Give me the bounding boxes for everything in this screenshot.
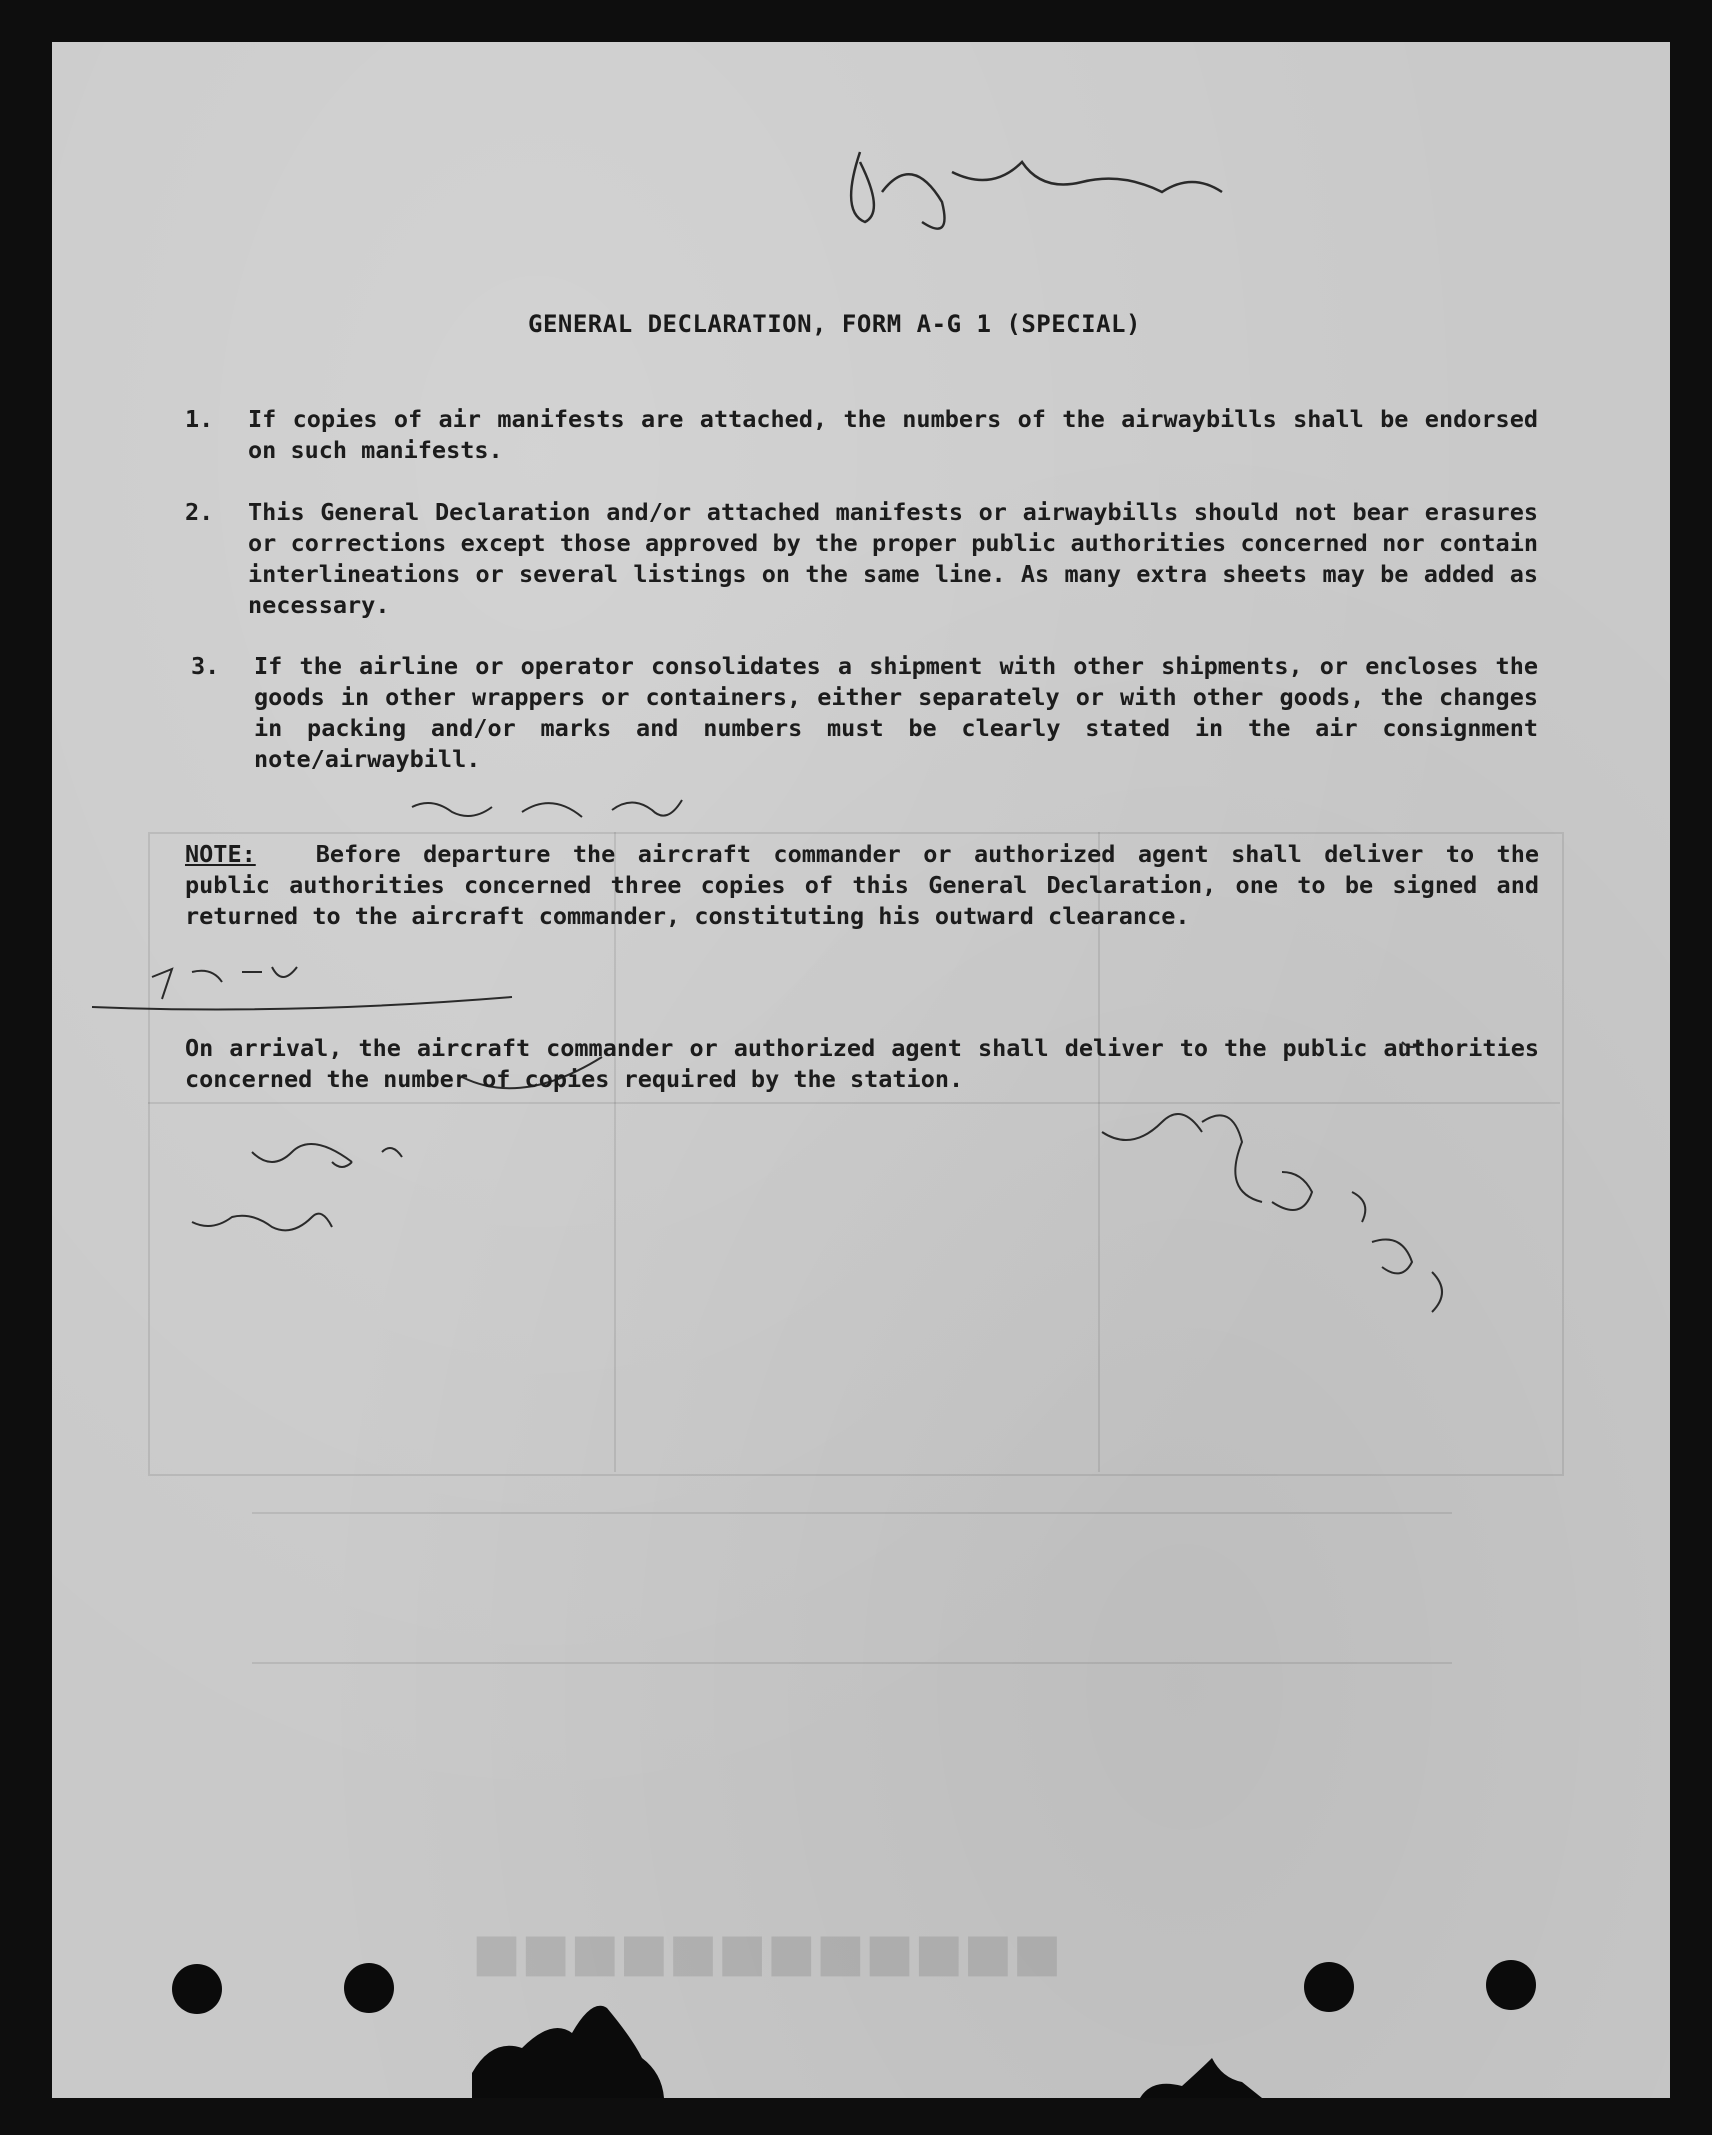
torn-edge	[52, 1978, 1670, 2098]
document-page	[52, 42, 1670, 2098]
item-number: 1.	[185, 405, 214, 433]
document-title: GENERAL DECLARATION, FORM A-G 1 (SPECIAL)	[528, 310, 1141, 338]
arrival-note	[185, 1033, 1539, 1095]
item-number: 3.	[191, 652, 220, 680]
item-text: This General Declaration and/or attached manifests or airwaybills should not bear erasures or corrections except those approved by the proper public authorities concerned nor contain interlineations or several listings on the same line. As many extra sheets may be added as necessary.	[248, 498, 1538, 619]
bleed-through-heading: ■■■■■■■■■■■■	[472, 1922, 1062, 1983]
note-label: NOTE:	[185, 840, 256, 868]
item-number: 2.	[185, 498, 214, 526]
arrival-text: On arrival, the aircraft commander or authorized agent shall deliver to the public authorities concerned the number of copies required by the station.	[185, 1034, 1539, 1093]
note-text: Before departure the aircraft commander or authorized agent shall deliver to the public authorities concerned three copies of this General Declaration, one to be signed and returned to the aircraft commander, constituting his outward clearance.	[185, 840, 1539, 930]
departure-note	[185, 839, 1539, 932]
item-text: If the airline or operator consolidates a shipment with other shipments, or encloses the goods in other wrappers or containers, either separately or with other goods, the changes in packing and/or marks and numbers must be clearly stated in the air consignment note/airwaybill.	[254, 652, 1538, 773]
item-text: If copies of air manifests are attached, the numbers of the airwaybills shall be endorsed on such manifests.	[248, 405, 1538, 464]
